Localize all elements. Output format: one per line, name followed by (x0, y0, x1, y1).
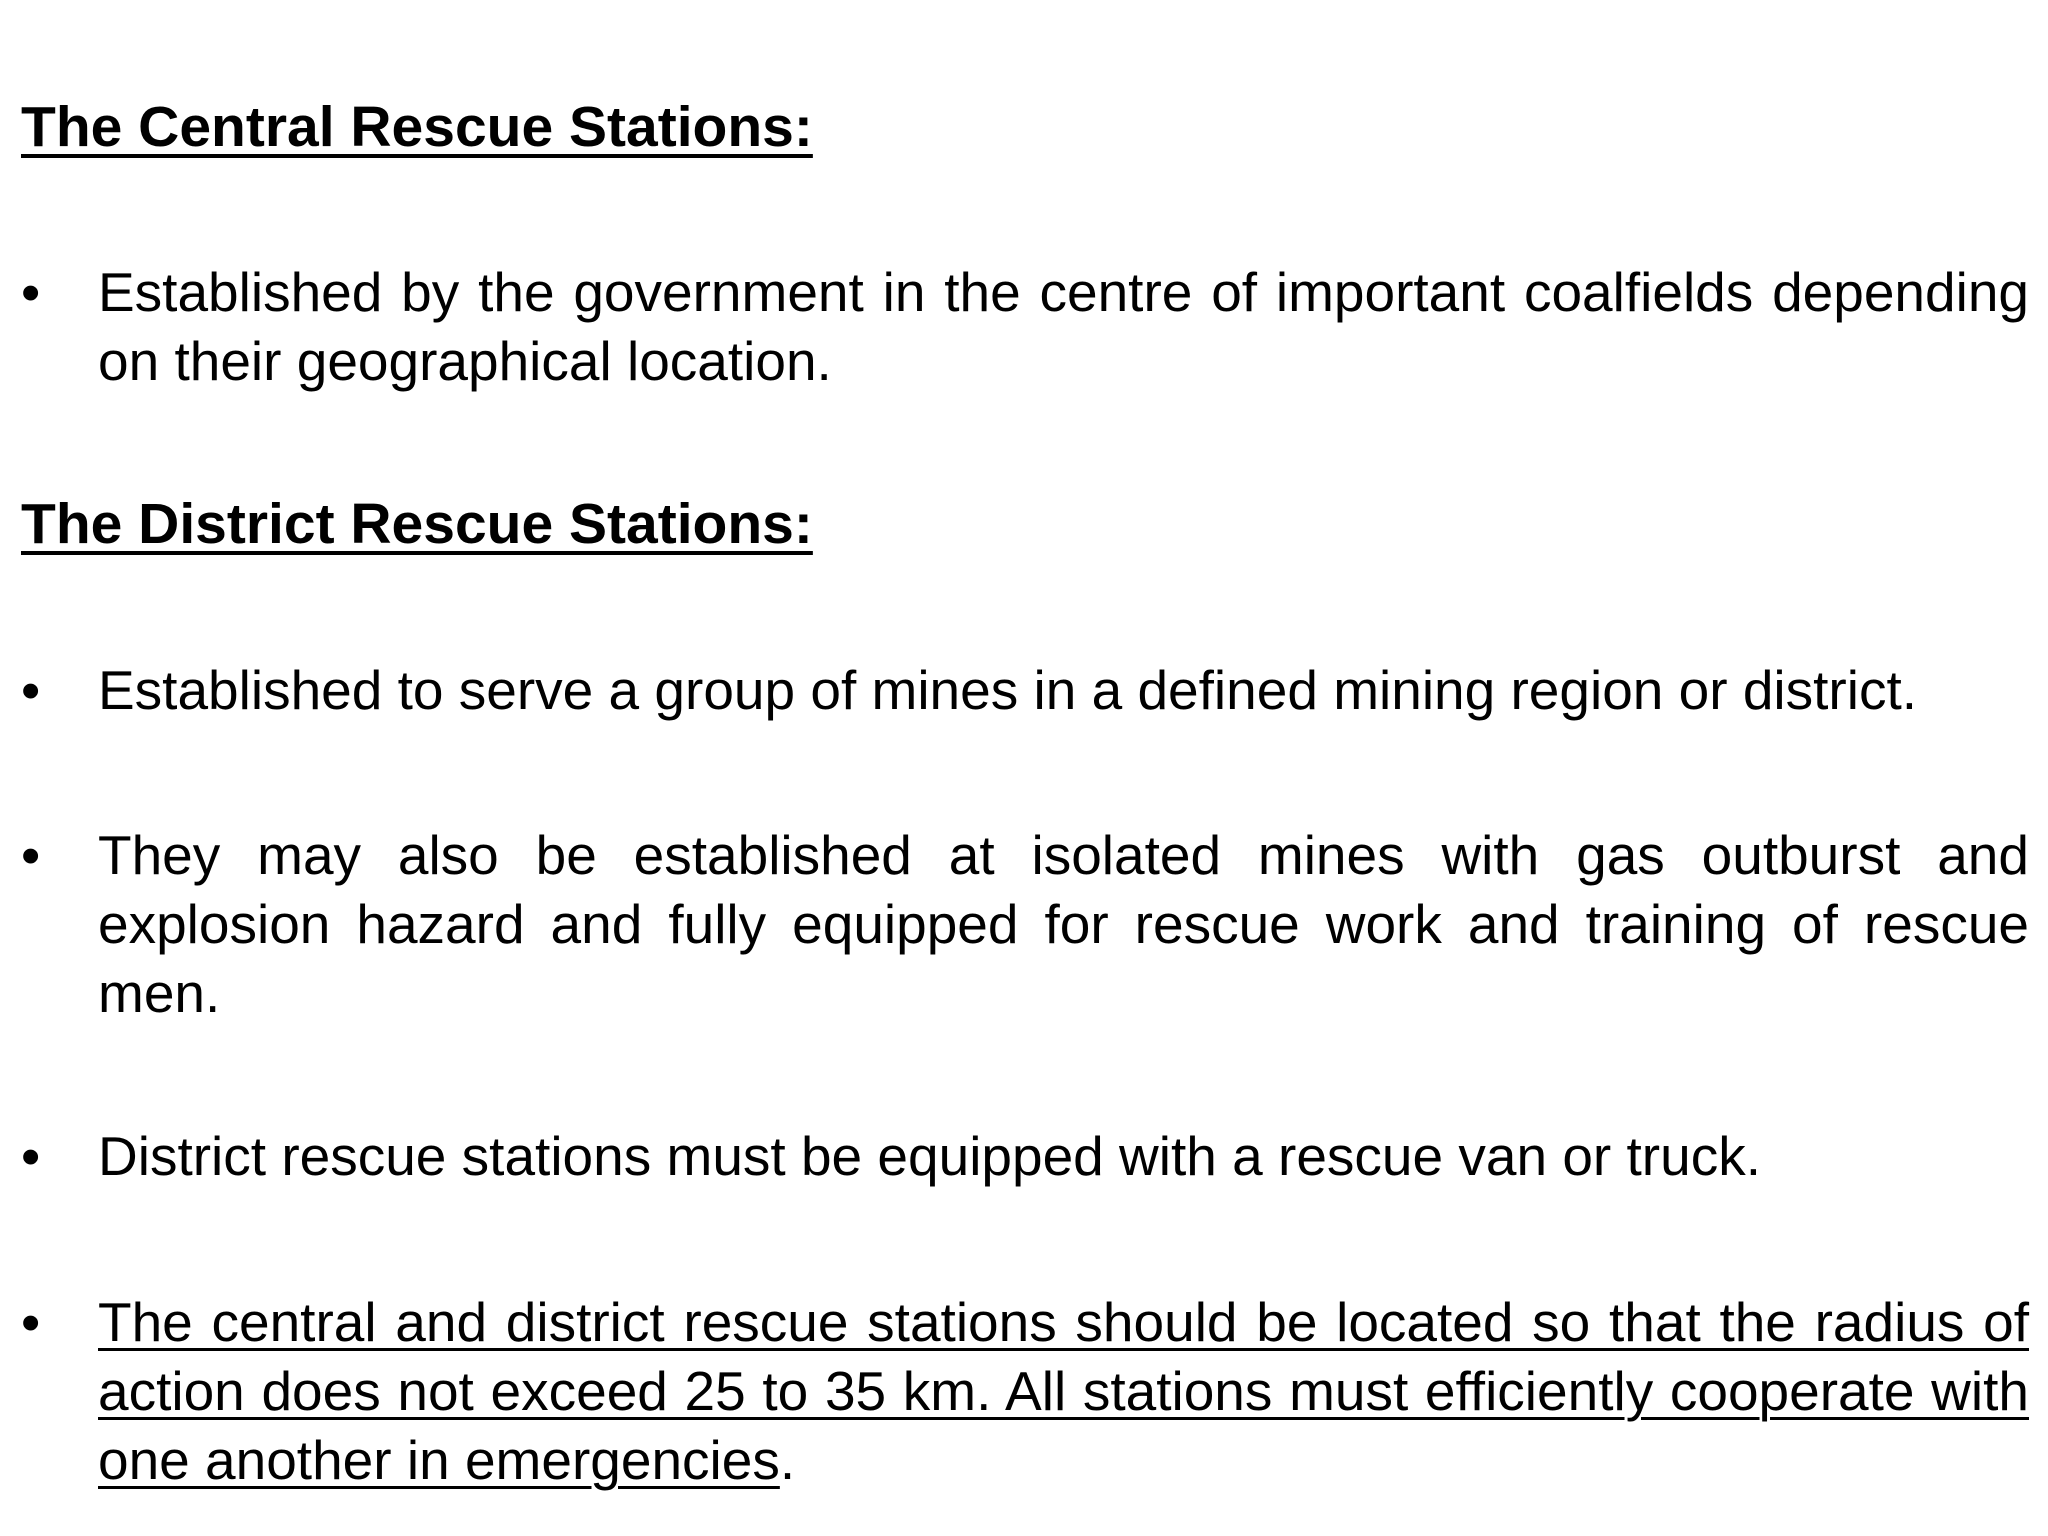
bullet-point-icon: • (21, 1125, 41, 1187)
bullet-text: District rescue stations must be equipped with a rescue van or truck. (98, 1125, 1761, 1187)
bullet-district-isolated-mines (21, 821, 2029, 1028)
bullet-point-icon: • (21, 1291, 41, 1353)
bullet-district-serve-group (21, 656, 2029, 725)
heading-central-rescue-stations: The Central Rescue Stations: (21, 95, 813, 159)
bullet-district-rescue-van (21, 1122, 2029, 1191)
trailing-period: . (779, 1429, 796, 1491)
bullet-text: Established to serve a group of mines in a defined mining region or district. (98, 659, 1918, 721)
bullet-text: Established by the government in the centre of important coalfields depending on their geographical location. (98, 261, 2029, 392)
bullet-point-icon: • (21, 261, 41, 323)
bullet-point-icon: • (21, 824, 41, 886)
bullet-point-icon: • (21, 659, 41, 721)
bullet-station-radius (21, 1288, 2029, 1495)
underlined-text: The central and district rescue stations should be located so that the radius of action does not exceed 25 to 35 km. All stations must efficiently cooperate with one another in emergencies (98, 1291, 2029, 1491)
bullet-text: They may also be established at isolated mines with gas outburst and explosion hazard and fully equipped for rescue work and training of rescue men. (98, 824, 2029, 1024)
bullet-central-established (21, 258, 2029, 396)
heading-district-rescue-stations: The District Rescue Stations: (21, 492, 813, 556)
bullet-text (98, 1288, 2029, 1495)
